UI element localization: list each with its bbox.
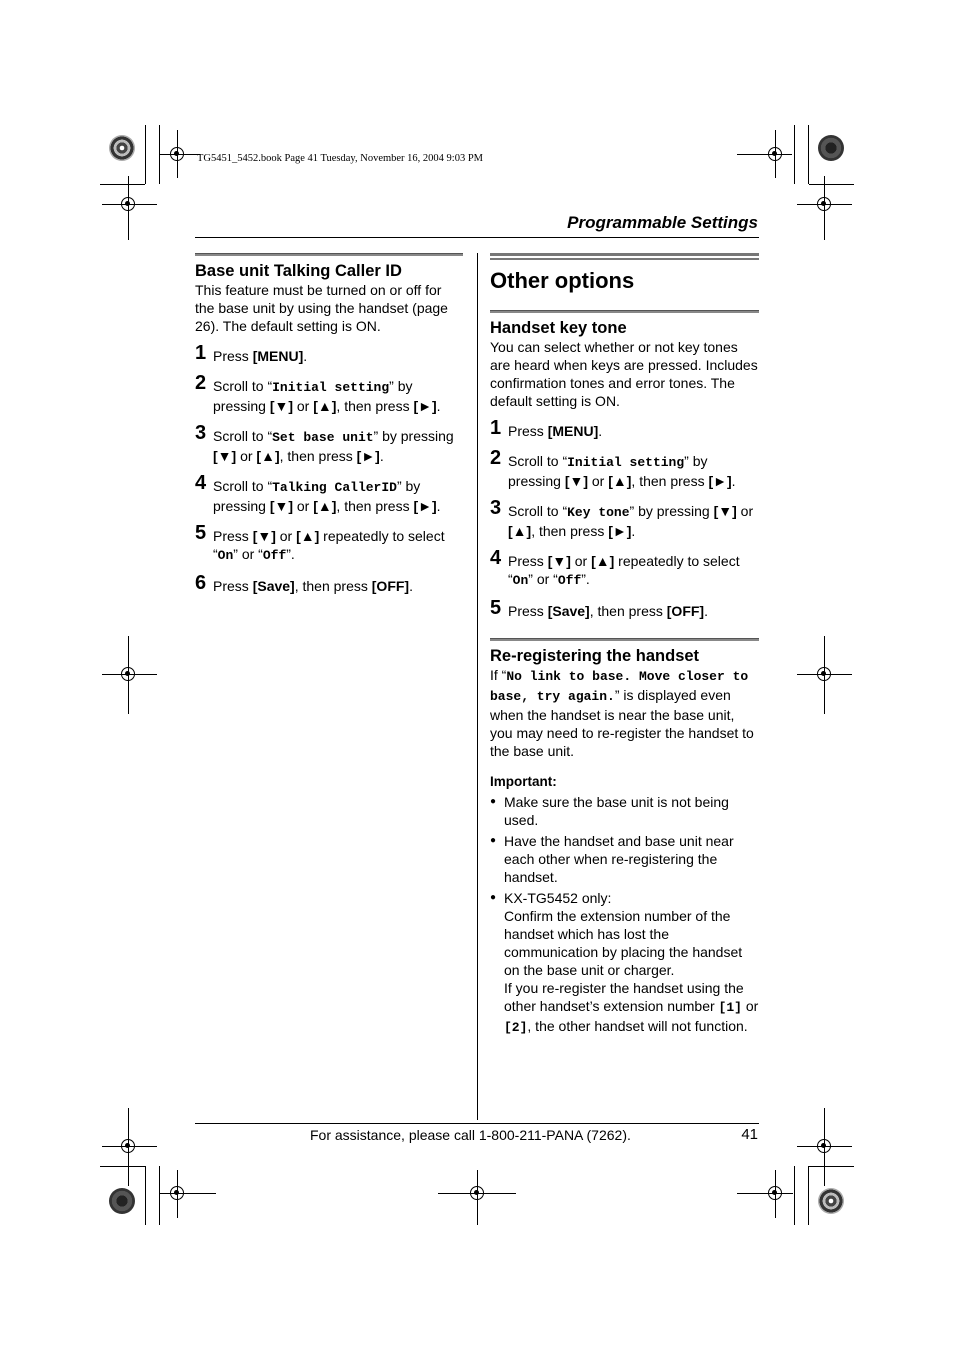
color-target-icon: [109, 1188, 135, 1214]
page-title: Other options: [490, 268, 635, 293]
key-label: [▲]: [508, 523, 532, 539]
list-item: ● KX-TG5452 only: Confirm the extension number of the handset which has lost the communication by placing the handset on the base unit or charger. If you re-register the handset using the other handset’s extension number [1] or [2], the other handset will not function.: [490, 889, 759, 1037]
step: 4 Scroll to “Talking CallerID” by pressing [▼] or [▲], then press [►].: [195, 472, 441, 514]
step-number: 3: [490, 497, 502, 519]
section-title: Handset key tone: [490, 319, 627, 337]
step-number: 3: [195, 422, 207, 444]
registration-mark-icon: [121, 1139, 135, 1153]
registration-mark-icon: [768, 1186, 782, 1200]
left-column: [195, 253, 463, 595]
registration-mark-icon: [121, 667, 135, 681]
list-item: ● Have the handset and base unit near each other when re-registering the handset.: [490, 832, 759, 886]
step-number: 5: [195, 522, 207, 544]
running-head: Programmable Settings: [567, 213, 758, 232]
list-item: ● Make sure the base unit is not being used.: [490, 793, 759, 829]
step: 5 Press [Save], then press [OFF].: [490, 597, 708, 619]
key-label: [▼]: [547, 553, 571, 569]
key-label: [1]: [718, 1000, 742, 1015]
color-target-icon: [818, 135, 844, 161]
key-label: [▼]: [269, 498, 293, 514]
key-label: [OFF]: [666, 603, 705, 619]
key-label: [►]: [708, 473, 732, 489]
section-title: Re-registering the handset: [490, 647, 700, 665]
important-label: Important:: [490, 774, 557, 789]
display-text: Initial setting: [272, 380, 390, 395]
key-label: [MENU]: [547, 423, 599, 439]
display-text: Off: [557, 573, 582, 588]
display-text: Key tone: [567, 505, 630, 520]
step: 1 Press [MENU].: [490, 417, 603, 439]
header-rule: [195, 237, 759, 238]
registration-mark-icon: [470, 1186, 484, 1200]
step-number: 4: [490, 547, 502, 569]
key-label: [▲]: [591, 553, 615, 569]
color-target-icon: [818, 1188, 844, 1214]
display-text: Talking CallerID: [272, 480, 397, 495]
right-column: [490, 253, 759, 1040]
section-title: Base unit Talking Caller ID: [195, 262, 402, 280]
key-label: [▲]: [296, 528, 320, 544]
key-label: [Save]: [547, 603, 590, 619]
key-label: [▼]: [252, 528, 276, 544]
registration-mark-icon: [170, 1186, 184, 1200]
step-number: 1: [490, 417, 502, 439]
footer-rule: [195, 1123, 759, 1124]
key-label: [▼]: [213, 448, 237, 464]
registration-mark-icon: [817, 197, 831, 211]
step: 2 Scroll to “Initial setting” by pressing [▼] or [▲], then press [►].: [490, 447, 736, 489]
section-rule: [195, 253, 463, 256]
section-intro: You can select whether or not key tones are heard when keys are pressed. Includes confirmation tones and error tones. The default setting is ON.: [490, 339, 758, 409]
page-number: 41: [741, 1126, 758, 1143]
section-intro: This feature must be turned on or off for the base unit by using the handset (page 26). The default setting is ON.: [195, 282, 448, 334]
key-label: [▼]: [713, 503, 737, 519]
key-label: [2]: [504, 1020, 528, 1035]
display-text: Off: [262, 548, 287, 563]
step: 3 Scroll to “Set base unit” by pressing [▼] or [▲], then press [►].: [195, 422, 454, 464]
display-text: Initial setting: [567, 455, 685, 470]
step: 5 Press [▼] or [▲] repeatedly to select “On” or “Off”.: [195, 522, 445, 563]
step: 1 Press [MENU].: [195, 342, 308, 364]
key-label: [►]: [413, 398, 437, 414]
step-number: 6: [195, 572, 207, 594]
step-number: 2: [490, 447, 502, 469]
key-label: [Save]: [252, 578, 295, 594]
step: 4 Press [▼] or [▲] repeatedly to select “On” or “Off”.: [490, 547, 740, 588]
step: 6 Press [Save], then press [OFF].: [195, 572, 413, 594]
step-number: 1: [195, 342, 207, 364]
key-label: [OFF]: [371, 578, 410, 594]
step-number: 2: [195, 372, 207, 394]
section-intro: If “No link to base. Move closer to base, try again.” is displayed even when the handset is near the base unit, you may need to re-register the handset to the base unit.: [490, 667, 754, 759]
registration-mark-icon: [170, 147, 184, 161]
step: 2 Scroll to “Initial setting” by pressing [▼] or [▲], then press [►].: [195, 372, 441, 414]
color-target-icon: [109, 135, 135, 161]
section-rule: [490, 638, 759, 641]
key-label: [►]: [413, 498, 437, 514]
key-label: [▲]: [313, 498, 337, 514]
key-label: [MENU]: [252, 348, 304, 364]
key-label: [►]: [608, 523, 632, 539]
registration-mark-icon: [768, 147, 782, 161]
key-label: [►]: [356, 448, 380, 464]
section-rule: [490, 253, 759, 260]
key-label: [▲]: [256, 448, 280, 464]
display-text: On: [512, 573, 529, 588]
section-rule: [490, 310, 759, 313]
registration-mark-icon: [817, 667, 831, 681]
book-header: TG5451_5452.book Page 41 Tuesday, November 16, 2004 9:03 PM: [197, 153, 484, 164]
registration-mark-icon: [817, 1139, 831, 1153]
key-label: [▼]: [564, 473, 588, 489]
step-number: 5: [490, 597, 502, 619]
registration-mark-icon: [121, 197, 135, 211]
column-divider: [477, 253, 478, 1120]
footer-assistance: For assistance, please call 1-800-211-PANA (7262).: [310, 1127, 631, 1143]
important-list: [490, 793, 759, 1037]
display-text: Set base unit: [272, 430, 374, 445]
step-number: 4: [195, 472, 207, 494]
display-text: On: [217, 548, 234, 563]
step: 3 Scroll to “Key tone” by pressing [▼] or [▲], then press [►].: [490, 497, 754, 539]
key-label: [▼]: [269, 398, 293, 414]
display-text: No link to base. Move closer to base, try again.: [490, 669, 749, 704]
key-label: [▲]: [313, 398, 337, 414]
key-label: [▲]: [608, 473, 632, 489]
